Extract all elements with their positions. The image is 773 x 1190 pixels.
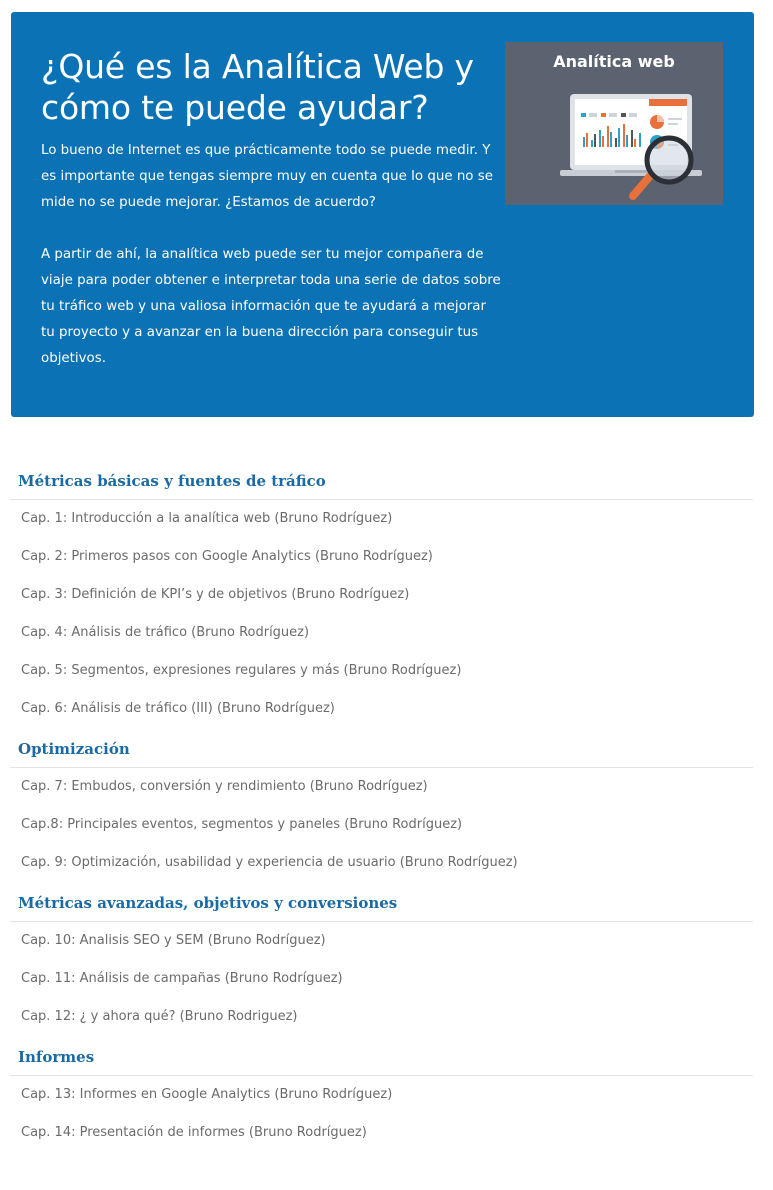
- section-heading: Métricas básicas y fuentes de tráfico: [10, 460, 753, 500]
- chapter-link[interactable]: Cap. 13: Informes en Google Analytics (Bruno Rodríguez): [21, 1087, 393, 1102]
- section-heading: Informes: [10, 1036, 753, 1076]
- laptop-magnifier-icon: [505, 42, 723, 205]
- intro-paragraph-2: A partir de ahí, la analítica web puede ser tu mejor compañera de viaje para poder obtener e interpretar toda una serie de datos sobre tu tráfico web y una valiosa información que te ayudará a mejorar tu proyecto y a avanzar en la buena dirección para conseguir tus objetivos.: [41, 247, 501, 366]
- chapter-link[interactable]: Cap. 9: Optimización, usabilidad y experiencia de usuario (Bruno Rodríguez): [21, 855, 518, 870]
- chapter-link[interactable]: Cap. 5: Segmentos, expresiones regulares y más (Bruno Rodríguez): [21, 663, 462, 678]
- table-of-contents: [10, 460, 753, 1152]
- chapter-link[interactable]: Cap. 2: Primeros pasos con Google Analytics (Bruno Rodríguez): [21, 549, 433, 564]
- chapter-link[interactable]: Cap. 14: Presentación de informes (Bruno Rodríguez): [21, 1125, 367, 1140]
- chapter-link[interactable]: Cap. 10: Analisis SEO y SEM (Bruno Rodríguez): [21, 933, 326, 948]
- hero-banner: [11, 12, 754, 417]
- analytics-illustration: [505, 42, 723, 205]
- chapter-link[interactable]: Cap.8: Principales eventos, segmentos y paneles (Bruno Rodríguez): [21, 817, 463, 832]
- chapter-link[interactable]: Cap. 4: Análisis de tráfico (Bruno Rodríguez): [21, 625, 310, 640]
- page-title: ¿Qué es la Analítica Web y cómo te puede ayudar?: [41, 47, 474, 127]
- chapter-link[interactable]: Cap. 11: Análisis de campañas (Bruno Rodríguez): [21, 971, 343, 986]
- illustration-title: Analítica web: [553, 52, 675, 71]
- chapter-link[interactable]: Cap. 7: Embudos, conversión y rendimiento (Bruno Rodríguez): [21, 779, 428, 794]
- section-heading: Métricas avanzadas, objetivos y conversiones: [10, 882, 753, 922]
- chapter-link[interactable]: Cap. 6: Análisis de tráfico (III) (Bruno Rodríguez): [21, 701, 335, 716]
- chapter-link[interactable]: Cap. 1: Introducción a la analítica web (Bruno Rodríguez): [21, 511, 393, 526]
- chapter-link[interactable]: Cap. 3: Definición de KPI’s y de objetivos (Bruno Rodríguez): [21, 587, 410, 602]
- chapter-link[interactable]: Cap. 12: ¿ y ahora qué? (Bruno Rodriguez): [21, 1009, 298, 1024]
- intro-paragraph: Lo bueno de Internet es que prácticamente todo se puede medir. Y es importante que tengas siempre muy en cuenta que lo que no se mide no se puede mejorar. ¿Estamos de acuerdo?: [41, 143, 493, 210]
- section-heading: Optimización: [10, 728, 753, 768]
